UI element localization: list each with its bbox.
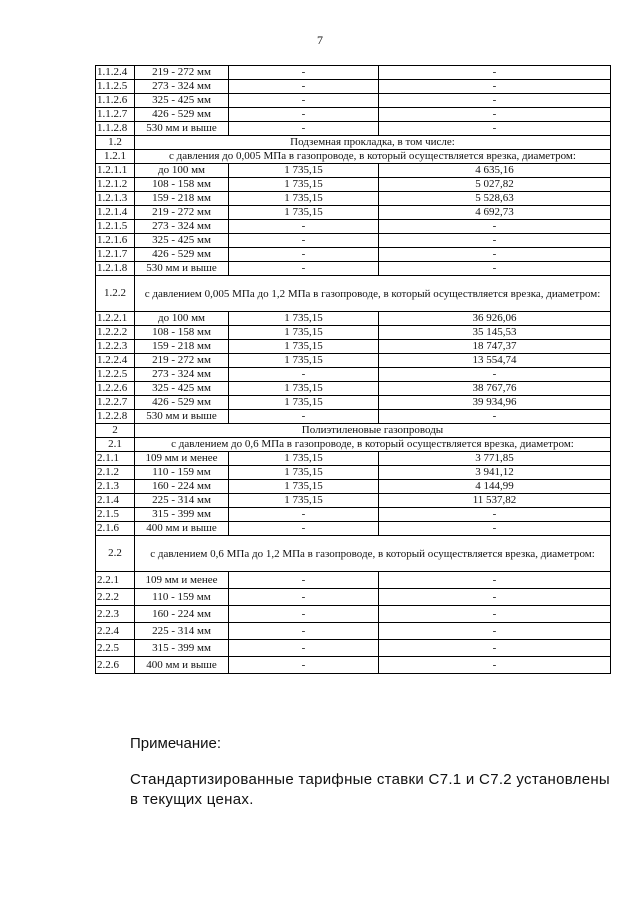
rate-cell-2: - (379, 66, 611, 80)
table-row (96, 220, 611, 234)
rate-cell-2: 4 692,73 (379, 206, 611, 220)
diameter-cell: 325 - 425 мм (135, 382, 229, 396)
diameter-cell: 159 - 218 мм (135, 340, 229, 354)
item-code: 1.2.2.7 (96, 396, 135, 410)
rate-cell-1: - (229, 522, 379, 536)
item-code: 2.2.4 (96, 623, 135, 640)
item-code: 2.1.1 (96, 452, 135, 466)
table-row (96, 657, 611, 674)
table-row (96, 466, 611, 480)
rate-cell-1: - (229, 606, 379, 623)
rate-cell-1: - (229, 508, 379, 522)
table-row (96, 192, 611, 206)
rate-cell-2: - (379, 410, 611, 424)
rate-cell-1: 1 735,15 (229, 466, 379, 480)
item-code: 1.1.2.4 (96, 66, 135, 80)
item-code: 1.2.2.8 (96, 410, 135, 424)
table-row (96, 508, 611, 522)
rate-cell-2: 39 934,96 (379, 396, 611, 410)
rate-cell-2: - (379, 606, 611, 623)
rate-cell-1: 1 735,15 (229, 340, 379, 354)
section-title: с давлением до 0,6 МПа в газопроводе, в который осуществляется врезка, диаметром: (135, 438, 611, 452)
item-code: 2.2.5 (96, 640, 135, 657)
note-text (130, 770, 610, 810)
rate-cell-1: - (229, 657, 379, 674)
table-row (96, 66, 611, 80)
rate-cell-1: - (229, 410, 379, 424)
section-title: с давления до 0,005 МПа в газопроводе, в который осуществляется врезка, диаметром: (135, 150, 611, 164)
rate-cell-2: - (379, 248, 611, 262)
diameter-cell: 219 - 272 мм (135, 66, 229, 80)
diameter-cell: 315 - 399 мм (135, 640, 229, 657)
diameter-cell: 109 мм и менее (135, 572, 229, 589)
rate-cell-1: 1 735,15 (229, 178, 379, 192)
diameter-cell: 530 мм и выше (135, 410, 229, 424)
table-row (96, 623, 611, 640)
diameter-cell: 530 мм и выше (135, 122, 229, 136)
diameter-cell: 325 - 425 мм (135, 94, 229, 108)
diameter-cell: 160 - 224 мм (135, 606, 229, 623)
rate-cell-2: 3 941,12 (379, 466, 611, 480)
rate-cell-1: - (229, 80, 379, 94)
diameter-cell: 273 - 324 мм (135, 80, 229, 94)
rate-cell-1: 1 735,15 (229, 396, 379, 410)
item-code: 1.1.2.6 (96, 94, 135, 108)
diameter-cell: 426 - 529 мм (135, 396, 229, 410)
rate-cell-1: 1 735,15 (229, 312, 379, 326)
table-row (96, 340, 611, 354)
rate-cell-1: 1 735,15 (229, 452, 379, 466)
rate-cell-2: - (379, 572, 611, 589)
note-text-body: Стандартизированные тарифные ставки С7.1 и С7.2 установлены в текущих ценах. (130, 771, 610, 808)
section-code: 2.1 (96, 438, 135, 452)
diameter-cell: 219 - 272 мм (135, 206, 229, 220)
item-code: 2.1.6 (96, 522, 135, 536)
diameter-cell: 109 мм и менее (135, 452, 229, 466)
item-code: 1.2.1.8 (96, 262, 135, 276)
section-code: 1.2.2 (96, 276, 135, 312)
rate-cell-2: 4 144,99 (379, 480, 611, 494)
rate-cell-1: - (229, 368, 379, 382)
rate-cell-1: - (229, 122, 379, 136)
item-code: 1.2.2.4 (96, 354, 135, 368)
diameter-cell: 159 - 218 мм (135, 192, 229, 206)
table-row (96, 522, 611, 536)
item-code: 2.1.3 (96, 480, 135, 494)
rate-cell-1: 1 735,15 (229, 326, 379, 340)
table-row (96, 178, 611, 192)
item-code: 1.1.2.8 (96, 122, 135, 136)
item-code: 1.2.2.1 (96, 312, 135, 326)
diameter-cell: 110 - 159 мм (135, 589, 229, 606)
rate-cell-2: 35 145,53 (379, 326, 611, 340)
table-row (96, 248, 611, 262)
table-row (96, 234, 611, 248)
table-row (96, 572, 611, 589)
rate-cell-2: - (379, 94, 611, 108)
section-code: 1.2 (96, 136, 135, 150)
item-code: 1.2.2.3 (96, 340, 135, 354)
diameter-cell: 325 - 425 мм (135, 234, 229, 248)
rate-cell-1: - (229, 66, 379, 80)
section-title: Подземная прокладка, в том числе: (135, 136, 611, 150)
item-code: 2.2.1 (96, 572, 135, 589)
item-code: 2.1.5 (96, 508, 135, 522)
item-code: 1.2.1.4 (96, 206, 135, 220)
rate-cell-1: - (229, 589, 379, 606)
rate-cell-2: 13 554,74 (379, 354, 611, 368)
rate-cell-1: - (229, 220, 379, 234)
table-row (96, 262, 611, 276)
table-row (96, 326, 611, 340)
item-code: 1.2.1.7 (96, 248, 135, 262)
rate-cell-2: - (379, 623, 611, 640)
table-row (96, 424, 611, 438)
diameter-cell: до 100 мм (135, 312, 229, 326)
diameter-cell: 219 - 272 мм (135, 354, 229, 368)
rate-cell-2: 4 635,16 (379, 164, 611, 178)
table-row (96, 438, 611, 452)
table-row (96, 589, 611, 606)
diameter-cell: 110 - 159 мм (135, 466, 229, 480)
rate-cell-2: 18 747,37 (379, 340, 611, 354)
diameter-cell: 160 - 224 мм (135, 480, 229, 494)
section-code: 2 (96, 424, 135, 438)
item-code: 1.2.2.2 (96, 326, 135, 340)
diameter-cell: 108 - 158 мм (135, 326, 229, 340)
rate-cell-2: - (379, 108, 611, 122)
rate-cell-2: 38 767,76 (379, 382, 611, 396)
table-row (96, 276, 611, 312)
rate-cell-2: - (379, 368, 611, 382)
table-row (96, 640, 611, 657)
diameter-cell: 426 - 529 мм (135, 248, 229, 262)
section-title: Полиэтиленовые газопроводы (135, 424, 611, 438)
item-code: 1.2.1.3 (96, 192, 135, 206)
table-row (96, 494, 611, 508)
rate-cell-1: - (229, 108, 379, 122)
rate-cell-1: 1 735,15 (229, 354, 379, 368)
item-code: 1.1.2.5 (96, 80, 135, 94)
rate-cell-2: - (379, 640, 611, 657)
item-code: 2.2.2 (96, 589, 135, 606)
rate-cell-1: - (229, 94, 379, 108)
rate-cell-1: - (229, 262, 379, 276)
diameter-cell: до 100 мм (135, 164, 229, 178)
table-row (96, 136, 611, 150)
rate-cell-1: - (229, 248, 379, 262)
rate-cell-1: - (229, 623, 379, 640)
table-row (96, 354, 611, 368)
rate-cell-2: - (379, 220, 611, 234)
section-title: с давлением 0,005 МПа до 1,2 МПа в газопроводе, в который осуществляется врезка, диаметром: (135, 276, 611, 312)
rate-cell-1: 1 735,15 (229, 382, 379, 396)
item-code: 2.2.6 (96, 657, 135, 674)
table-row (96, 164, 611, 178)
item-code: 1.2.1.1 (96, 164, 135, 178)
table-row (96, 312, 611, 326)
diameter-cell: 225 - 314 мм (135, 623, 229, 640)
rate-cell-2: 5 528,63 (379, 192, 611, 206)
rate-cell-1: 1 735,15 (229, 494, 379, 508)
tariff-table (95, 65, 611, 674)
table-row (96, 108, 611, 122)
rate-cell-2: 3 771,85 (379, 452, 611, 466)
table-row (96, 94, 611, 108)
note-title: Примечание: (130, 735, 221, 752)
section-code: 1.2.1 (96, 150, 135, 164)
rate-cell-1: - (229, 234, 379, 248)
table-row (96, 410, 611, 424)
diameter-cell: 530 мм и выше (135, 262, 229, 276)
rate-cell-2: - (379, 522, 611, 536)
item-code: 1.2.1.6 (96, 234, 135, 248)
item-code: 1.2.2.6 (96, 382, 135, 396)
table-row (96, 606, 611, 623)
rate-cell-1: - (229, 572, 379, 589)
rate-cell-2: - (379, 589, 611, 606)
rate-cell-1: 1 735,15 (229, 192, 379, 206)
table-row (96, 452, 611, 466)
page-number: 7 (317, 33, 323, 47)
item-code: 2.1.4 (96, 494, 135, 508)
diameter-cell: 225 - 314 мм (135, 494, 229, 508)
table-row (96, 122, 611, 136)
item-code: 1.2.2.5 (96, 368, 135, 382)
rate-cell-2: 36 926,06 (379, 312, 611, 326)
diameter-cell: 108 - 158 мм (135, 178, 229, 192)
table-row (96, 480, 611, 494)
table-row (96, 150, 611, 164)
table-row (96, 396, 611, 410)
item-code: 2.2.3 (96, 606, 135, 623)
diameter-cell: 315 - 399 мм (135, 508, 229, 522)
item-code: 1.2.1.2 (96, 178, 135, 192)
item-code: 2.1.2 (96, 466, 135, 480)
rate-cell-1: - (229, 640, 379, 657)
table-row (96, 206, 611, 220)
section-title: с давлением 0,6 МПа до 1,2 МПа в газопроводе, в который осуществляется врезка, диаметром: (135, 536, 611, 572)
rate-cell-2: - (379, 262, 611, 276)
table-row (96, 368, 611, 382)
rate-cell-2: 11 537,82 (379, 494, 611, 508)
rate-cell-1: 1 735,15 (229, 164, 379, 178)
diameter-cell: 426 - 529 мм (135, 108, 229, 122)
rate-cell-2: - (379, 80, 611, 94)
tariff-table-body (96, 66, 611, 674)
diameter-cell: 273 - 324 мм (135, 220, 229, 234)
table-row (96, 382, 611, 396)
rate-cell-2: 5 027,82 (379, 178, 611, 192)
diameter-cell: 273 - 324 мм (135, 368, 229, 382)
item-code: 1.1.2.7 (96, 108, 135, 122)
rate-cell-2: - (379, 657, 611, 674)
diameter-cell: 400 мм и выше (135, 522, 229, 536)
rate-cell-2: - (379, 122, 611, 136)
rate-cell-1: 1 735,15 (229, 206, 379, 220)
table-row (96, 536, 611, 572)
rate-cell-2: - (379, 508, 611, 522)
section-code: 2.2 (96, 536, 135, 572)
rate-cell-2: - (379, 234, 611, 248)
diameter-cell: 400 мм и выше (135, 657, 229, 674)
rate-cell-1: 1 735,15 (229, 480, 379, 494)
item-code: 1.2.1.5 (96, 220, 135, 234)
table-row (96, 80, 611, 94)
